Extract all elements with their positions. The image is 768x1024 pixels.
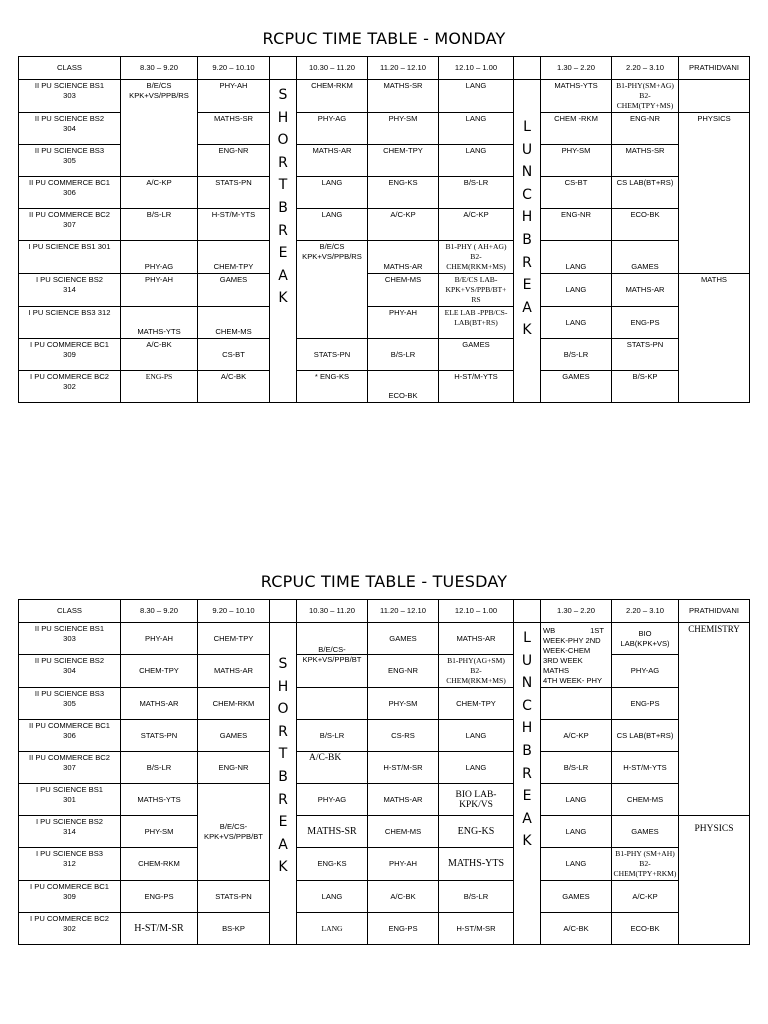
break-letter: R [522, 765, 532, 782]
short-break-label [271, 627, 295, 879]
table-row [19, 816, 750, 848]
period-cell: PHY-AH [121, 623, 198, 655]
break-letter: A [522, 299, 532, 316]
period-cell: B/S-LR [541, 752, 612, 784]
break-letter: A [278, 267, 288, 284]
period-cell: ECO-BK [612, 913, 679, 945]
period-cell: BIO LAB(KPK+VS) [612, 623, 679, 655]
header-lunch-break [514, 600, 541, 623]
break-letter: S [278, 87, 288, 103]
header-period-7: 2.20 – 3.10 [612, 600, 679, 623]
period-cell: CHEM-TPY [439, 688, 514, 720]
period-cell: ENG-PS [368, 913, 439, 945]
period-cell: A/C-BK [121, 339, 198, 371]
period-cell: CHEM-TPY [368, 145, 439, 177]
period-cell: LANG [439, 113, 514, 145]
period-cell: H-ST/M-SR [368, 752, 439, 784]
period-cell: LANG [541, 784, 612, 816]
period-cell: B/S-LR [368, 339, 439, 371]
period-cell: PHY-AH [198, 80, 270, 113]
period-cell: A/C-KP [121, 177, 198, 209]
period-cell: H-ST/M-SR [439, 913, 514, 945]
period-cell: CHEM-TPY [198, 623, 270, 655]
period-cell: A/C-KP [612, 881, 679, 913]
period-cell: ENG-NR [541, 209, 612, 241]
period-cell: PHY-SM [368, 113, 439, 145]
table-row [19, 371, 750, 403]
class-cell: I PU COMMERCE BC2 302 [19, 371, 121, 403]
table-row [19, 177, 750, 209]
break-letter: K [278, 290, 288, 307]
header-period-4: 11.20 – 12.10 [368, 57, 439, 80]
break-letter: A [522, 810, 532, 827]
period-cell: GAMES [198, 274, 270, 307]
period-cell: CHEM-RKM [297, 80, 368, 113]
class-cell: I PU SCIENCE BS3 312 [19, 848, 121, 881]
period-cell: * ENG-KS [297, 371, 368, 403]
break-letter: B [278, 199, 288, 216]
class-cell: II PU SCIENCE BS3 305 [19, 145, 121, 177]
period-cell: PHY-SM [368, 688, 439, 720]
tuesday-timetable [18, 599, 750, 945]
table-row [19, 307, 750, 339]
break-letter: L [523, 630, 531, 646]
period-cell: B1-PHY ( AH+AG) B2- CHEM(RKM+MS) [439, 241, 514, 274]
period-cell: LANG [541, 307, 612, 339]
period-cell: ECO-BK [368, 371, 439, 403]
period-cell: MATHS-AR [439, 623, 514, 655]
period-cell: B1-PHY (SM+AH) B2- CHEM(TPY+RKM) [612, 848, 679, 881]
class-cell: I PU COMMERCE BC2 302 [19, 913, 121, 945]
period-cell: LANG [297, 209, 368, 241]
period-cell: GAMES [541, 881, 612, 913]
period-cell [297, 688, 368, 720]
break-letter: E [278, 245, 288, 262]
table-row [19, 274, 750, 307]
period-cell: ENG-PS [612, 307, 679, 339]
period-cell: B1-PHY(SM+AG) B2- CHEM(TPY+MS) [612, 80, 679, 113]
period-cell: CHEM-RKM [121, 848, 198, 881]
period-cell: LANG [439, 752, 514, 784]
period-cell: PHY-AG [297, 784, 368, 816]
header-period-5: 12.10 – 1.00 [439, 57, 514, 80]
class-cell: II PU SCIENCE BS2 304 [19, 655, 121, 688]
period-cell: A/C-BK [541, 913, 612, 945]
period-cell: MATHS-YTS [439, 848, 514, 881]
header-period-1: 8.30 – 9.20 [121, 57, 198, 80]
header-short-break [270, 57, 297, 80]
period-cell: B/E/CS- KPK+VS/PPB/BT [198, 784, 270, 881]
period-cell: ENG-PS [121, 881, 198, 913]
table-row [19, 209, 750, 241]
period-cell: A/C-BK [297, 752, 368, 784]
period-cell: B/S-LR [439, 881, 514, 913]
period-cell: MATHS-YTS [121, 784, 198, 816]
period-cell: ENG-NR [368, 655, 439, 688]
header-period-2: 9.20 – 10.10 [198, 57, 270, 80]
header-period-1: 8.30 – 9.20 [121, 600, 198, 623]
table-row [19, 848, 750, 881]
class-cell: II PU SCIENCE BS1 303 [19, 623, 121, 655]
class-cell: I PU COMMERCE BC1 309 [19, 339, 121, 371]
period-cell: GAMES [612, 816, 679, 848]
period-cell: CS-BT [198, 339, 270, 371]
class-cell: II PU COMMERCE BC2 307 [19, 752, 121, 784]
period-cell: B/E/CS KPK+VS/PPB/RS [297, 241, 368, 339]
period-cell: CHEM-RKM [198, 688, 270, 720]
period-cell: B/E/CS KPK+VS/PPB/RS [121, 80, 198, 177]
period-cell: MATHS-AR [121, 688, 198, 720]
break-letter: R [278, 222, 288, 239]
table-row [19, 784, 750, 816]
period-cell: ENG-PS [612, 688, 679, 720]
prathidvani-cell: MATHS [679, 274, 750, 403]
table-row [19, 881, 750, 913]
break-letter: E [278, 814, 288, 831]
period-cell: LANG [439, 80, 514, 113]
header-period-3: 10.30 – 11.20 [297, 600, 368, 623]
period-cell: B/S-LR [121, 752, 198, 784]
break-letter: H [521, 720, 533, 737]
table-row [19, 623, 750, 655]
break-letter: O [277, 132, 289, 149]
period-cell: A/C-BK [198, 371, 270, 403]
period-cell: A/C-KP [541, 720, 612, 752]
period-cell: A/C-BK [368, 881, 439, 913]
header-prathidvani: PRATHIDVANI [679, 57, 750, 80]
short-break-column [270, 80, 297, 403]
period-cell: PHY-AH [368, 307, 439, 339]
period-cell: STATS-PN [121, 720, 198, 752]
period-cell: A/C-KP [439, 209, 514, 241]
class-cell: II PU SCIENCE BS1 303 [19, 80, 121, 113]
period-cell: LANG [297, 177, 368, 209]
period-cell: B/E/CS- KPK+VS/PPB/BT [297, 639, 368, 672]
break-letter: B [522, 742, 532, 759]
class-cell: I PU SCIENCE BS2 314 [19, 274, 121, 307]
break-letter: U [521, 652, 533, 669]
break-letter: R [278, 791, 288, 808]
period-cell: CHEM-MS [198, 307, 270, 339]
class-cell: I PU SCIENCE BS2 314 [19, 816, 121, 848]
period-cell: A/C-KP [368, 209, 439, 241]
class-cell: II PU COMMERCE BC1 306 [19, 720, 121, 752]
period-cell: H-ST/M-YTS [439, 371, 514, 403]
break-letter: B [522, 231, 532, 248]
table-row [19, 913, 750, 945]
prathidvani-cell: CHEMISTRY [679, 623, 750, 816]
table-row [19, 80, 750, 113]
period-cell: MATHS-AR [368, 784, 439, 816]
period-cell: H-ST/M-YTS [612, 752, 679, 784]
period-cell: GAMES [612, 241, 679, 274]
header-period-6: 1.30 – 2.20 [541, 57, 612, 80]
period-cell: ENG-KS [439, 816, 514, 848]
period-cell: ELE LAB -PPB/CS- LAB(BT+RS) [439, 307, 514, 339]
period-cell: PHY-AG [121, 241, 198, 274]
header-period-2: 9.20 – 10.10 [198, 600, 270, 623]
lunch-break-column [514, 80, 541, 403]
prathidvani-cell [679, 80, 750, 113]
period-cell: STATS-PN [198, 177, 270, 209]
period-cell: CS-RS [368, 720, 439, 752]
period-cell: MATHS-AR [198, 655, 270, 688]
period-cell: CHEM-MS [368, 816, 439, 848]
period-cell: BIO LAB- KPK/VS [439, 784, 514, 816]
period-cell: MATHS-SR [612, 145, 679, 177]
lunch-break-label [515, 627, 539, 853]
break-letter: R [278, 723, 288, 740]
period-cell: PHY-AG [297, 113, 368, 145]
table-row [19, 752, 750, 784]
period-cell: MATHS-YTS [121, 307, 198, 339]
period-cell: B/S-LR [439, 177, 514, 209]
header-class: CLASS [19, 57, 121, 80]
header-period-4: 11.20 – 12.10 [368, 600, 439, 623]
period-cell: LANG [439, 145, 514, 177]
break-letter: U [521, 141, 533, 158]
header-row [19, 57, 750, 80]
table-row [19, 241, 750, 274]
monday-title: RCPUC TIME TABLE - MONDAY [262, 29, 506, 48]
lunch-break-label [515, 84, 539, 342]
period-cell: STATS-PN [297, 339, 368, 371]
period-cell: GAMES [439, 339, 514, 371]
break-letter: T [278, 177, 288, 194]
break-letter: R [278, 154, 288, 171]
period-cell: MATHS-SR [198, 113, 270, 145]
period-cell: PHY-AH [368, 848, 439, 881]
period-cell: GAMES [368, 623, 439, 655]
break-letter: H [277, 678, 289, 695]
period-cell: B/E/CS LAB- KPK+VS/PPB/BT+ RS [439, 274, 514, 307]
period-cell: ENG-NR [612, 113, 679, 145]
period-cell: MATHS-AR [368, 241, 439, 274]
period-cell [541, 688, 612, 720]
class-cell: I PU COMMERCE BC1 309 [19, 881, 121, 913]
period-cell: CS-BT [541, 177, 612, 209]
class-cell: II PU SCIENCE BS2 304 [19, 113, 121, 145]
break-letter: H [277, 109, 289, 126]
period-cell: B1-PHY(AG+SM) B2- CHEM(RKM+MS) [439, 655, 514, 688]
break-letter: T [278, 746, 288, 763]
period-cell: H-ST/M-SR [121, 913, 198, 945]
header-short-break [270, 600, 297, 623]
header-period-3: 10.30 – 11.20 [297, 57, 368, 80]
break-letter: K [522, 322, 532, 339]
period-cell: STATS-PN [612, 339, 679, 371]
header-period-7: 2.20 – 3.10 [612, 57, 679, 80]
header-prathidvani: PRATHIDVANI [679, 600, 750, 623]
period-cell: ENG-PS [121, 371, 198, 403]
class-cell: I PU SCIENCE BS1 301 [19, 241, 121, 274]
period-cell: ENG-KS [368, 177, 439, 209]
break-letter: E [522, 788, 532, 805]
period-cell: H-ST/M-YTS [198, 209, 270, 241]
table-row [19, 720, 750, 752]
header-lunch-break [514, 57, 541, 80]
period-cell: CHEM -RKM [541, 113, 612, 145]
period-cell: GAMES [198, 720, 270, 752]
break-letter: A [278, 836, 288, 853]
break-letter: S [278, 656, 288, 672]
break-letter: O [277, 701, 289, 718]
period-cell: LANG [439, 720, 514, 752]
break-letter: C [522, 186, 532, 203]
period-cell: B/S-LR [297, 720, 368, 752]
table-row [19, 655, 750, 688]
period-cell: LANG [297, 913, 368, 945]
period-cell: LANG [541, 848, 612, 881]
period-cell: B/S-LR [121, 209, 198, 241]
period-cell: MATHS-SR [297, 816, 368, 848]
table-row [19, 688, 750, 720]
class-cell: II PU COMMERCE BC2 307 [19, 209, 121, 241]
period-cell: B/S-KP [612, 371, 679, 403]
period-cell: CS LAB(BT+RS) [612, 720, 679, 752]
period-cell: MATHS-AR [612, 274, 679, 307]
break-letter: C [522, 697, 532, 714]
header-class: CLASS [19, 600, 121, 623]
short-break-label [271, 84, 295, 310]
period-cell: LANG [297, 881, 368, 913]
header-period-5: 12.10 – 1.00 [439, 600, 514, 623]
period-cell: PHY-AG [612, 655, 679, 688]
break-letter: K [522, 833, 532, 850]
period-cell: CHEM-MS [612, 784, 679, 816]
period-cell: PHY-AH [121, 274, 198, 307]
period-cell: ENG-NR [198, 145, 270, 177]
table-row [19, 339, 750, 371]
break-letter: K [278, 859, 288, 876]
class-cell: I PU SCIENCE BS3 312 [19, 307, 121, 339]
tuesday-title: RCPUC TIME TABLE - TUESDAY [260, 572, 508, 591]
period-cell: GAMES [541, 371, 612, 403]
prathidvani-cell: PHYSICS [679, 816, 750, 945]
short-break-column [270, 623, 297, 945]
period-cell: CHEM-TPY [198, 241, 270, 274]
period-cell: B/S-LR [541, 339, 612, 371]
period-cell: WB 1ST WEEK-PHY 2ND WEEK-CHEM 3RD WEEK MATHS 4TH WEEK- PHY [541, 623, 612, 688]
period-cell: LANG [541, 816, 612, 848]
break-letter: E [522, 277, 532, 294]
period-cell: ECO-BK [612, 209, 679, 241]
monday-timetable [18, 56, 750, 403]
header-period-6: 1.30 – 2.20 [541, 600, 612, 623]
period-cell: BS-KP [198, 913, 270, 945]
period-cell: MATHS-YTS [541, 80, 612, 113]
break-letter: L [523, 119, 531, 135]
period-cell: LANG [541, 241, 612, 274]
break-letter: N [521, 675, 533, 692]
prathidvani-cell: PHYSICS [679, 113, 750, 274]
class-cell: II PU COMMERCE BC1 306 [19, 177, 121, 209]
class-cell: I PU SCIENCE BS1 301 [19, 784, 121, 816]
period-cell: MATHS-SR [368, 80, 439, 113]
period-cell: LANG [541, 274, 612, 307]
period-cell: CHEM-MS [368, 274, 439, 307]
period-cell: PHY-SM [121, 816, 198, 848]
header-row [19, 600, 750, 623]
break-letter: H [521, 209, 533, 226]
period-cell: ENG-KS [297, 848, 368, 881]
period-cell: PHY-SM [541, 145, 612, 177]
period-cell: MATHS-AR [297, 145, 368, 177]
lunch-break-column [514, 623, 541, 945]
class-cell: II PU SCIENCE BS3 305 [19, 688, 121, 720]
break-letter: R [522, 254, 532, 271]
period-cell: CHEM-TPY [121, 655, 198, 688]
period-cell: STATS-PN [198, 881, 270, 913]
break-letter: B [278, 768, 288, 785]
period-cell: ENG-NR [198, 752, 270, 784]
period-cell: CS LAB(BT+RS) [612, 177, 679, 209]
break-letter: N [521, 164, 533, 181]
